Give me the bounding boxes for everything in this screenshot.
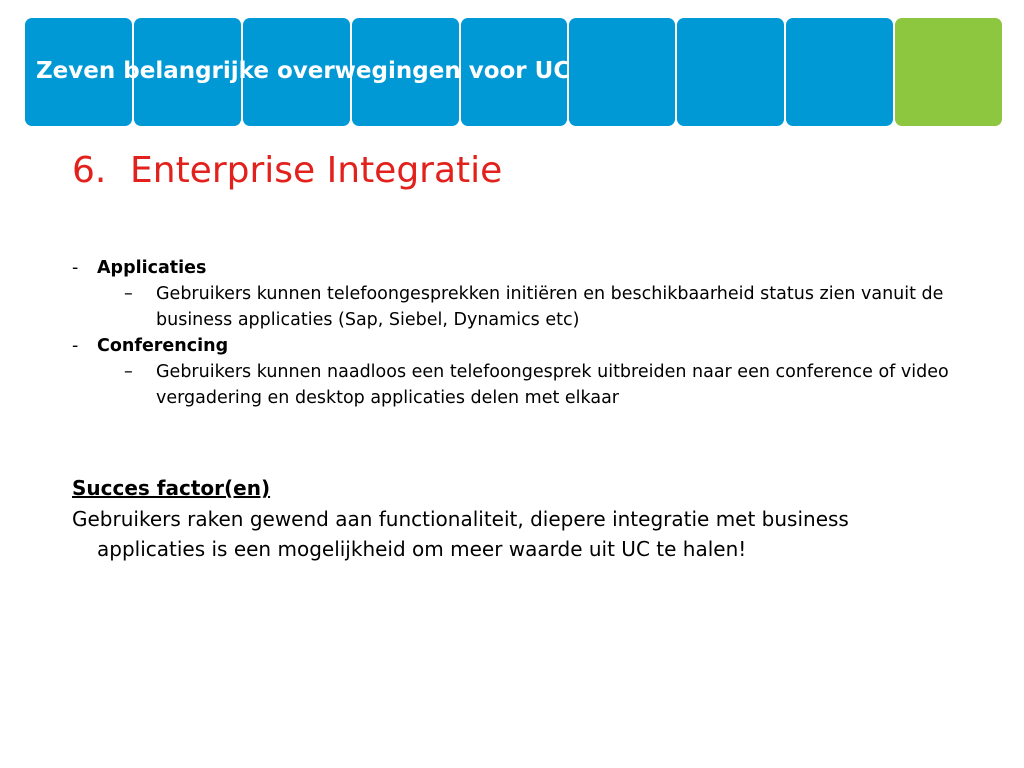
- bullet-marker: -: [72, 258, 79, 278]
- sub-bullet: [72, 281, 952, 333]
- section-conferencing: [72, 333, 952, 359]
- bullet-list: [72, 255, 952, 411]
- header-tile: [677, 18, 784, 126]
- header-title: Zeven belangrijke overwegingen voor UC: [36, 58, 571, 84]
- heading-number: 6.: [72, 150, 107, 191]
- sub-bullet-text: Gebruikers kunnen naadloos een telefoongesprek uitbreiden naar een conference of video vergadering en desktop applicaties delen met elkaar: [156, 362, 949, 408]
- section-title: Applicaties: [97, 258, 207, 278]
- sub-bullet-marker: –: [124, 362, 133, 382]
- success-text: Gebruikers raken gewend aan functionaliteit, diepere integratie met business applicaties is een mogelijkheid om meer waarde uit UC te halen!: [72, 507, 849, 561]
- slide-heading: [72, 150, 502, 191]
- success-section: [72, 474, 892, 564]
- header-band: [0, 0, 1024, 130]
- section-applicaties: [72, 255, 952, 281]
- header-tile: [786, 18, 893, 126]
- section-title: Conferencing: [97, 336, 229, 356]
- sub-bullet-marker: –: [124, 284, 133, 304]
- sub-bullet: [72, 359, 952, 411]
- bullet-marker: -: [72, 336, 79, 356]
- heading-text: Enterprise Integratie: [130, 150, 503, 191]
- header-tile: [569, 18, 675, 126]
- success-title: Succes factor(en): [72, 476, 271, 500]
- sub-bullet-text: Gebruikers kunnen telefoongesprekken initiëren en beschikbaarheid status zien vanuit de business applicaties (Sap, Siebel, Dynamics etc): [156, 284, 944, 330]
- header-tile-accent: [895, 18, 1002, 126]
